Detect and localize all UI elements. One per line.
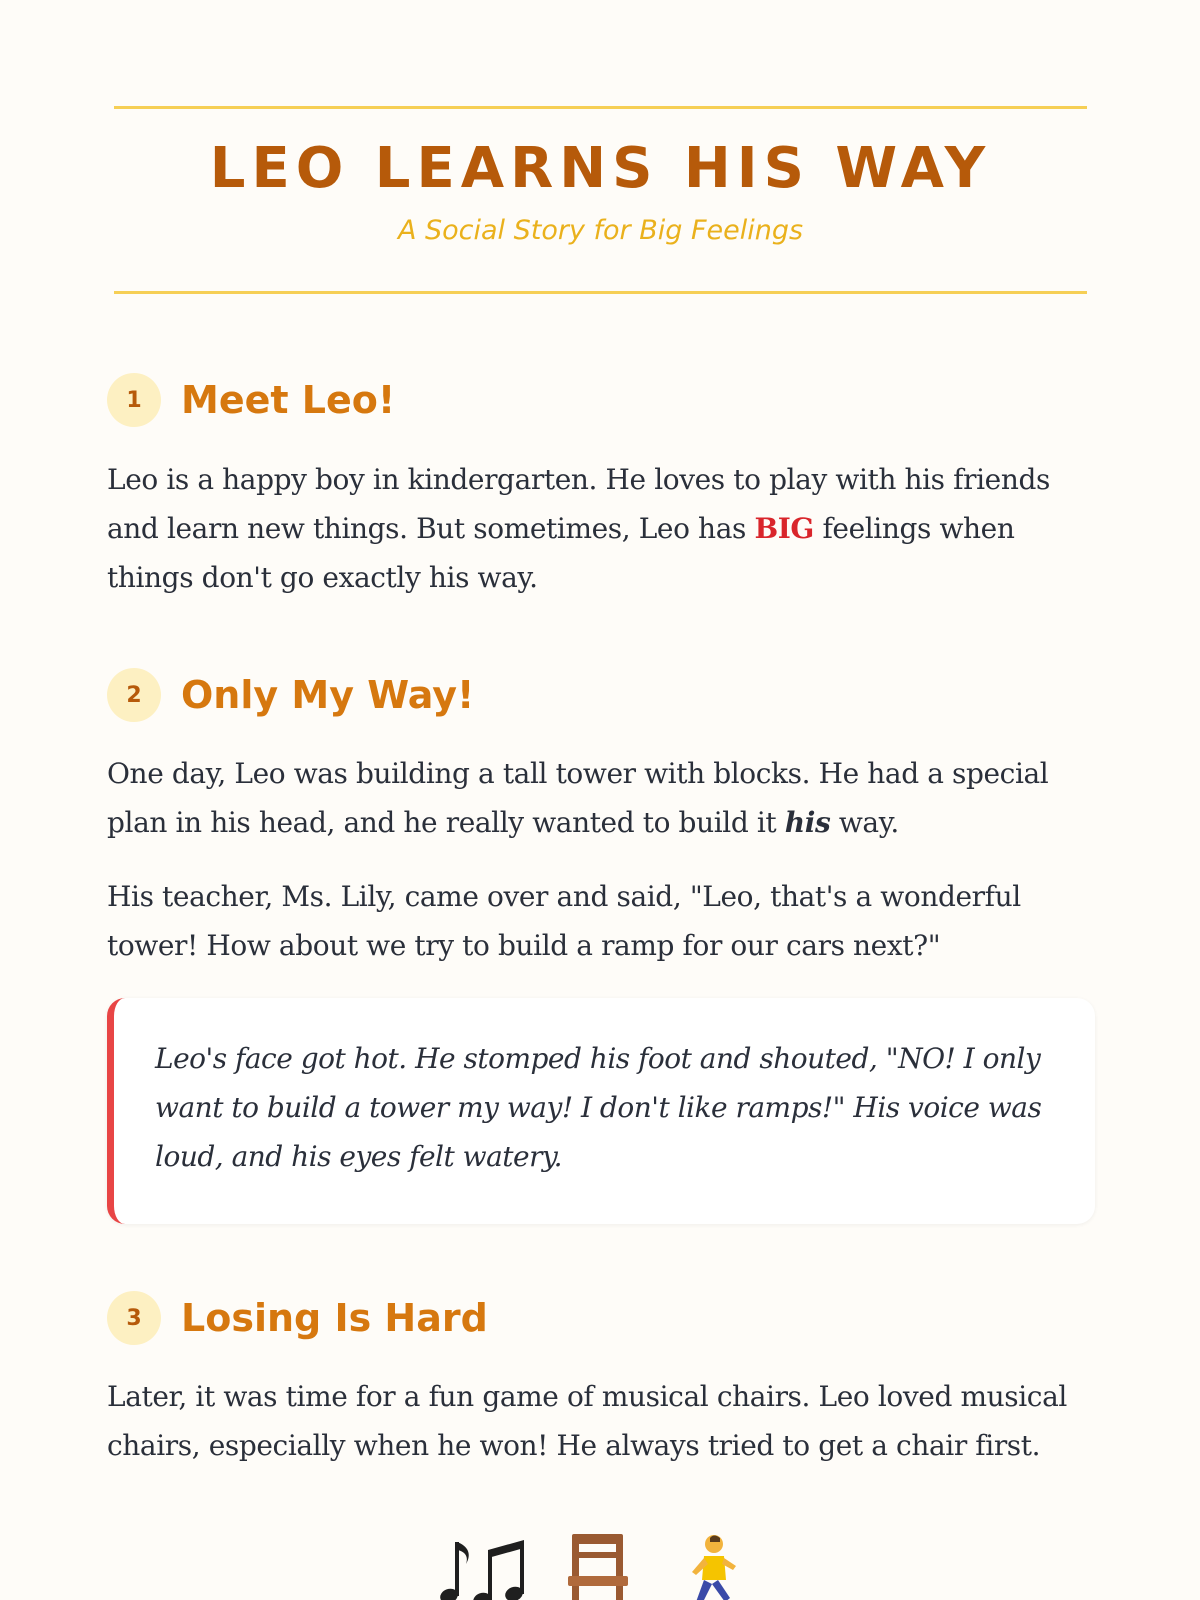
section-number-badge: 3 <box>107 1291 161 1345</box>
story-callout-box <box>107 998 1095 1224</box>
section-1-heading <box>107 373 395 427</box>
story-subtitle: A Social Story for Big Feelings <box>397 215 804 246</box>
musical-notes-icon <box>436 1534 536 1600</box>
section-3-heading <box>107 1291 488 1345</box>
callout-text: Leo's face got hot. He stomped his foot and shouted, "NO! I only want to build a tower my way! I don't like ramps!" His voice was loud, and his eyes felt watery. <box>155 1042 1042 1173</box>
big-emphasis: BIG <box>754 512 814 545</box>
section-3-paragraph: Later, it was time for a fun game of musical chairs. Leo loved musical chairs, especially when he won! He always tried to get a chair first. <box>107 1380 1067 1462</box>
story-title: LEO LEARNS HIS WAY <box>209 136 992 201</box>
section-title: Meet Leo! <box>181 378 396 422</box>
story-header <box>114 106 1087 294</box>
paragraph-text: One day, Leo was building a tall tower with blocks. He had a special plan in his head, and he really wanted to build it <box>107 757 1049 839</box>
section-2-paragraph-1 <box>107 749 1097 847</box>
section-1-paragraph <box>107 455 1097 602</box>
section-number-badge: 2 <box>107 668 161 722</box>
section-title: Losing Is Hard <box>181 1296 488 1340</box>
paragraph-text: Leo is a happy boy in kindergarten. He loves to play with his friends and learn new things. But sometimes, Leo has <box>107 463 1050 545</box>
paragraph-text: feelings when things don't go exactly his way. <box>107 512 1015 594</box>
illustration-row <box>0 1530 1200 1600</box>
section-2-heading <box>107 668 474 722</box>
paragraph-text: way. <box>830 806 899 839</box>
section-number-badge: 1 <box>107 373 161 427</box>
chair-icon <box>564 1530 636 1600</box>
section-title: Only My Way! <box>181 673 475 717</box>
running-person-icon <box>680 1532 750 1600</box>
section-2-paragraph-2: His teacher, Ms. Lily, came over and said, "Leo, that's a wonderful tower! How about we try to build a ramp for our cars next?" <box>107 880 1021 962</box>
his-emphasis: his <box>784 806 831 839</box>
